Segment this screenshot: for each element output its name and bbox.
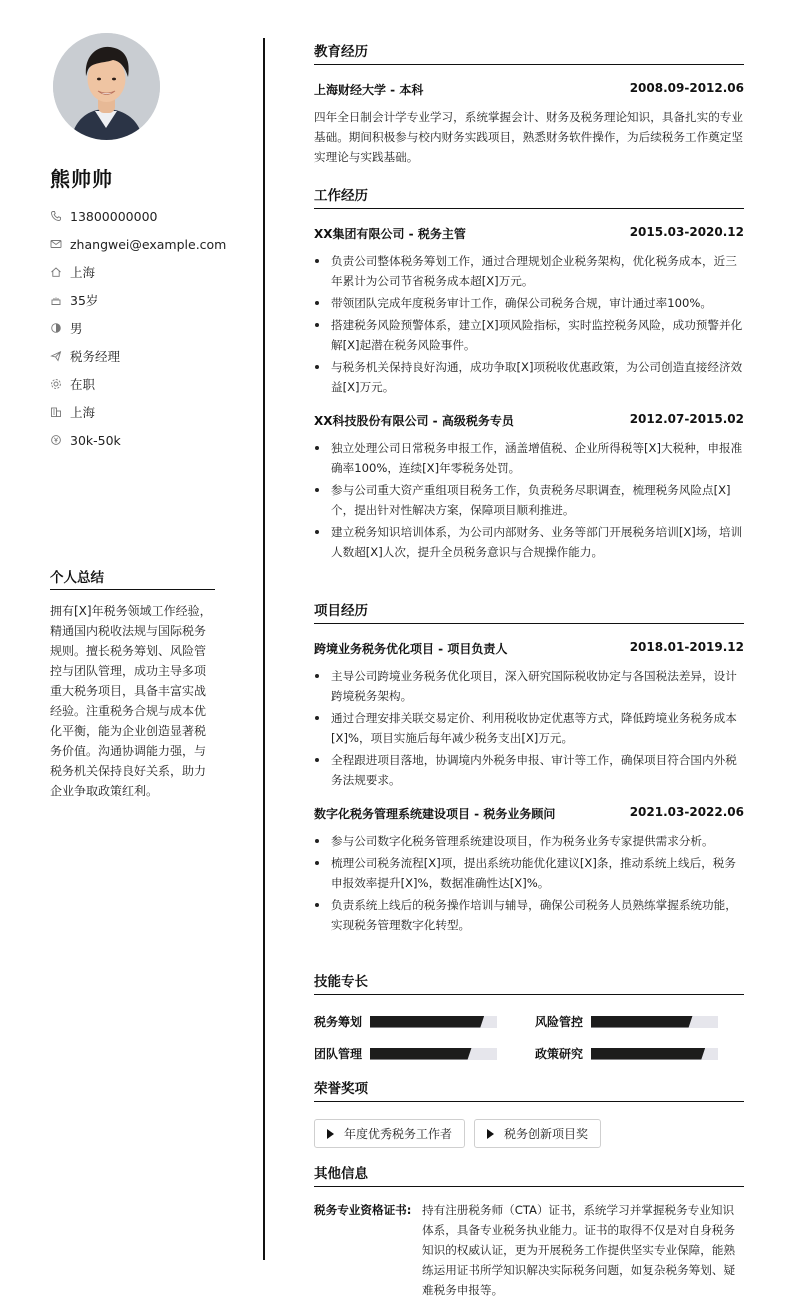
info-age [50, 286, 260, 314]
award-label: 年度优秀税务工作者 [344, 1127, 453, 1141]
age-text: 35岁 [70, 293, 99, 308]
project-entry-head [314, 805, 744, 822]
contact-info-list [50, 202, 260, 454]
info-phone [50, 202, 260, 230]
skill-label: 政策研究 [535, 1047, 584, 1061]
skill-label: 税务筹划 [314, 1015, 363, 1029]
column-divider [263, 38, 265, 1260]
project-name: 数字化税务管理系统建设项目 - 税务业务顾问 [314, 807, 556, 821]
phone-text: 13800000000 [70, 208, 158, 224]
project-period: 2018.01-2019.12 [629, 640, 744, 654]
skill-item [314, 1045, 497, 1062]
info-salary [50, 426, 260, 454]
job-bullets [314, 438, 744, 562]
job-bullet: 建立税务知识培训体系，为公司内部财务、业务等部门开展税务培训[X]场，培训人数超[X]人次，提升全员税务意识与合规操作能力。 [314, 522, 744, 562]
position-text: 税务经理 [70, 349, 121, 364]
avatar-portrait [53, 33, 160, 140]
skill-label: 风险管控 [535, 1015, 584, 1029]
job-bullet: 负责公司整体税务筹划工作，通过合理规划企业税务架构，优化税务成本，近三年累计为公司节省税务成本超[X]万元。 [314, 251, 744, 291]
skill-item [314, 1013, 497, 1030]
status-icon [50, 378, 62, 390]
skill-bar-fill [591, 1048, 705, 1060]
other-info-heading: 其他信息 [314, 1162, 744, 1187]
award-label: 税务创新项目奖 [504, 1127, 589, 1141]
awards-section [314, 1077, 744, 1148]
job-bullet: 搭建税务风险预警体系，建立[X]项风险指标，实时监控税务风险，成功预警并化解[X]起潜在税务风险事件。 [314, 315, 744, 355]
email-text: zhangwei@example.com [70, 236, 227, 252]
project-period: 2021.03-2022.06 [629, 805, 744, 819]
certificate-row [314, 1200, 744, 1298]
other-info-section [314, 1162, 744, 1298]
awards-heading: 荣誉奖项 [314, 1077, 744, 1102]
job-period: 2012.07-2015.02 [629, 412, 744, 426]
skills-grid [314, 995, 744, 1063]
info-location [50, 258, 260, 286]
project-bullet: 负责系统上线后的税务操作培训与辅导，确保公司税务人员熟练掌握系统功能，实现税务管理数字化转型。 [314, 895, 744, 935]
info-city [50, 398, 260, 426]
info-gender [50, 314, 260, 342]
mail-icon [50, 238, 62, 250]
skill-label: 团队管理 [314, 1047, 363, 1061]
education-section [314, 40, 744, 167]
work-section [314, 184, 744, 564]
info-position [50, 342, 260, 370]
send-icon [50, 350, 62, 362]
phone-icon [50, 210, 62, 222]
job-bullet: 参与公司重大资产重组项目税务工作，负责税务尽职调查，梳理税务风险点[X]个，提出针对性解决方案，保障项目顺利推进。 [314, 480, 744, 520]
skill-item [535, 1013, 718, 1030]
sidebar [0, 0, 264, 1298]
skills-section [314, 970, 744, 1063]
project-bullet: 主导公司跨境业务税务优化项目，深入研究国际税收协定与各国税法差异，设计跨境税务架构。 [314, 666, 744, 706]
play-icon [487, 1129, 494, 1139]
job-bullet: 独立处理公司日常税务申报工作，涵盖增值税、企业所得税等[X]大税种，申报准确率100%，连续[X]年零税务处罚。 [314, 438, 744, 478]
project-bullet: 参与公司数字化税务管理系统建设项目，作为税务业务专家提供需求分析。 [314, 831, 744, 851]
status-text: 在职 [70, 377, 96, 392]
gender-text: 男 [70, 321, 83, 336]
skills-heading: 技能专长 [314, 970, 744, 995]
avatar [53, 33, 160, 140]
award-tag[interactable] [474, 1119, 601, 1148]
skill-item [535, 1045, 718, 1062]
info-email [50, 230, 260, 258]
skill-bar-fill [370, 1016, 484, 1028]
education-period: 2008.09-2012.06 [629, 81, 744, 95]
summary-text: 拥有[X]年税务领域工作经验，精通国内税收法规与国际税务规则。擅长税务筹划、风险管控与团队管理，成功主导多项重大税务项目，具备丰富实战经验。注重税务合规与成本优化平衡，能为企业创造显著税务价值。沟通协调能力强，与税务机关保持良好关系，助力企业争取政策红利。 [50, 604, 212, 798]
education-heading: 教育经历 [314, 40, 744, 65]
project-name: 跨境业务税务优化项目 - 项目负责人 [314, 642, 508, 656]
gender-icon [50, 322, 62, 334]
project-bullet: 通过合理安排关联交易定价、利用税收协定优惠等方式，降低跨境业务税务成本[X]%，项目实施后每年减少税务支出[X]万元。 [314, 708, 744, 748]
cake-icon [50, 294, 62, 306]
project-entry-head [314, 640, 744, 657]
school-name: 上海财经大学 - 本科 [314, 83, 424, 97]
salary-icon [50, 434, 62, 446]
skill-bar-fill [591, 1016, 693, 1028]
education-description: 四年全日制会计学专业学习，系统掌握会计、财务及税务理论知识，具备扎实的专业基础。期间积极参与校内财务实践项目，熟悉财务软件操作，为后续税务工作奠定坚实理论与实践基础。 [314, 110, 743, 164]
awards-list [314, 1119, 744, 1148]
projects-heading: 项目经历 [314, 599, 744, 624]
home-icon [50, 266, 62, 278]
skill-bar [370, 1016, 497, 1028]
job-period: 2015.03-2020.12 [629, 225, 744, 239]
award-tag[interactable] [314, 1119, 465, 1148]
certificate-key: 税务专业资格证书: [314, 1203, 412, 1217]
certificate-value: 持有注册税务师（CTA）证书，系统学习并掌握税务专业知识体系，具备专业税务执业能力。证书的取得不仅是对自身税务知识的权威认证，更为开展税务工作提供坚实专业保障，能熟练运用证书所学知识解决实际税务问题，如复杂税务筹划、疑难税务申报等。 [422, 1203, 736, 1297]
education-entry-head [314, 81, 744, 98]
job-entry-head [314, 225, 744, 242]
skill-bar [370, 1048, 497, 1060]
job-entry-head [314, 412, 744, 429]
job-bullet: 带领团队完成年度税务审计工作，确保公司税务合规，审计通过率100%。 [314, 293, 744, 313]
job-bullets [314, 251, 744, 397]
info-status [50, 370, 260, 398]
job-bullet: 与税务机关保持良好沟通，成功争取[X]项税收优惠政策，为公司创造直接经济效益[X]万元。 [314, 357, 744, 397]
building-icon [50, 406, 62, 418]
candidate-name: 熊帅帅 [50, 167, 113, 191]
salary-text: 30k-50k [70, 432, 121, 448]
project-bullets [314, 831, 744, 935]
job-company: XX集团有限公司 - 税务主管 [314, 227, 466, 241]
skill-bar [591, 1048, 718, 1060]
project-bullets [314, 666, 744, 790]
job-company: XX科技股份有限公司 - 高级税务专员 [314, 414, 514, 428]
city-text: 上海 [70, 405, 96, 420]
location-text: 上海 [70, 265, 96, 280]
summary-heading: 个人总结 [50, 566, 215, 590]
work-heading: 工作经历 [314, 184, 744, 209]
skill-bar-fill [370, 1048, 472, 1060]
play-icon [327, 1129, 334, 1139]
project-bullet: 全程跟进项目落地，协调境内外税务申报、审计等工作，确保项目符合国内外税务法规要求。 [314, 750, 744, 790]
skill-bar [591, 1016, 718, 1028]
projects-section [314, 599, 744, 937]
project-bullet: 梳理公司税务流程[X]项，提出系统功能优化建议[X]条，推动系统上线后，税务申报效率提升[X]%，数据准确性达[X]%。 [314, 853, 744, 893]
